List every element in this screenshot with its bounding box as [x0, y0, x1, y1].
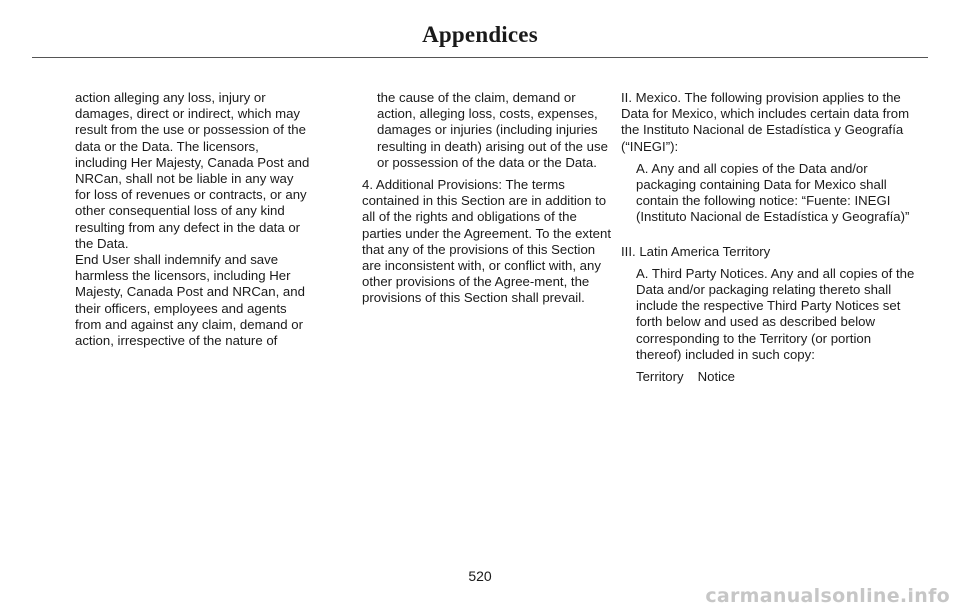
left-paragraph-liability: action alleging any loss, injury or damages, direct or indirect, which may result from the use or possession of the data or the Data. The licensors, including Her Majesty, Canada Post and NRCan, shall not be liable in any way for loss of revenues or contracts, or any other consequential loss of any kind resulting from any defect in the data or the Data. [75, 90, 310, 251]
middle-column [362, 90, 614, 307]
left-paragraph-indemnify: End User shall indemnify and save harmless the licensors, including Her Majesty, Canada Post and NRCan, and their officers, employees and agents from and against any claim, demand or action, irrespective of the nature of [75, 252, 305, 349]
notice-column-header: Notice [697, 369, 736, 385]
territory-notice-table-header [621, 369, 919, 385]
left-column [75, 90, 311, 349]
middle-paragraph-additional-provisions: 4. Additional Provisions: The terms contained in this Section are in addition to all of the rights and obligations of the parties under the Agreement. To the extent that any of the provisions of this Section are inconsistent with, or conflict with, any other provisions of the Agree-ment, the provisions of this Section shall prevail. [362, 177, 612, 306]
right-paragraph-mexico: II. Mexico. The following provision applies to the Data for Mexico, which includes certain data from the Instituto Nacional de Estadística y Geografía (“INEGI”): [621, 90, 910, 154]
spacer [621, 226, 919, 244]
right-paragraph-third-party-notices: A. Third Party Notices. Any and all copies of the Data and/or packaging relating thereto shall include the respective Third Party Notices set forth below and used as described below corresponding to the Territory (or portion thereof) included in such copy: [636, 265, 915, 362]
right-heading-latin-america: III. Latin America Territory [621, 243, 771, 259]
middle-paragraph-claim: the cause of the claim, demand or action, alleging loss, costs, expenses, damages or injuries (including injuries resulting in death) arising out of the use or possession of the data or the Data. [377, 90, 608, 170]
header-divider [32, 57, 928, 58]
territory-column-header: Territory [636, 369, 684, 385]
right-column [621, 90, 919, 385]
watermark: carmanualsonline.info [705, 585, 950, 607]
page-title: Appendices [422, 22, 538, 47]
right-paragraph-mexico-notice: A. Any and all copies of the Data and/or packaging containing Data for Mexico shall contain the following notice: “Fuente: INEGI (Instituto Nacional de Estadística y Geografía)” [636, 160, 910, 225]
page-number: 520 [468, 568, 492, 584]
